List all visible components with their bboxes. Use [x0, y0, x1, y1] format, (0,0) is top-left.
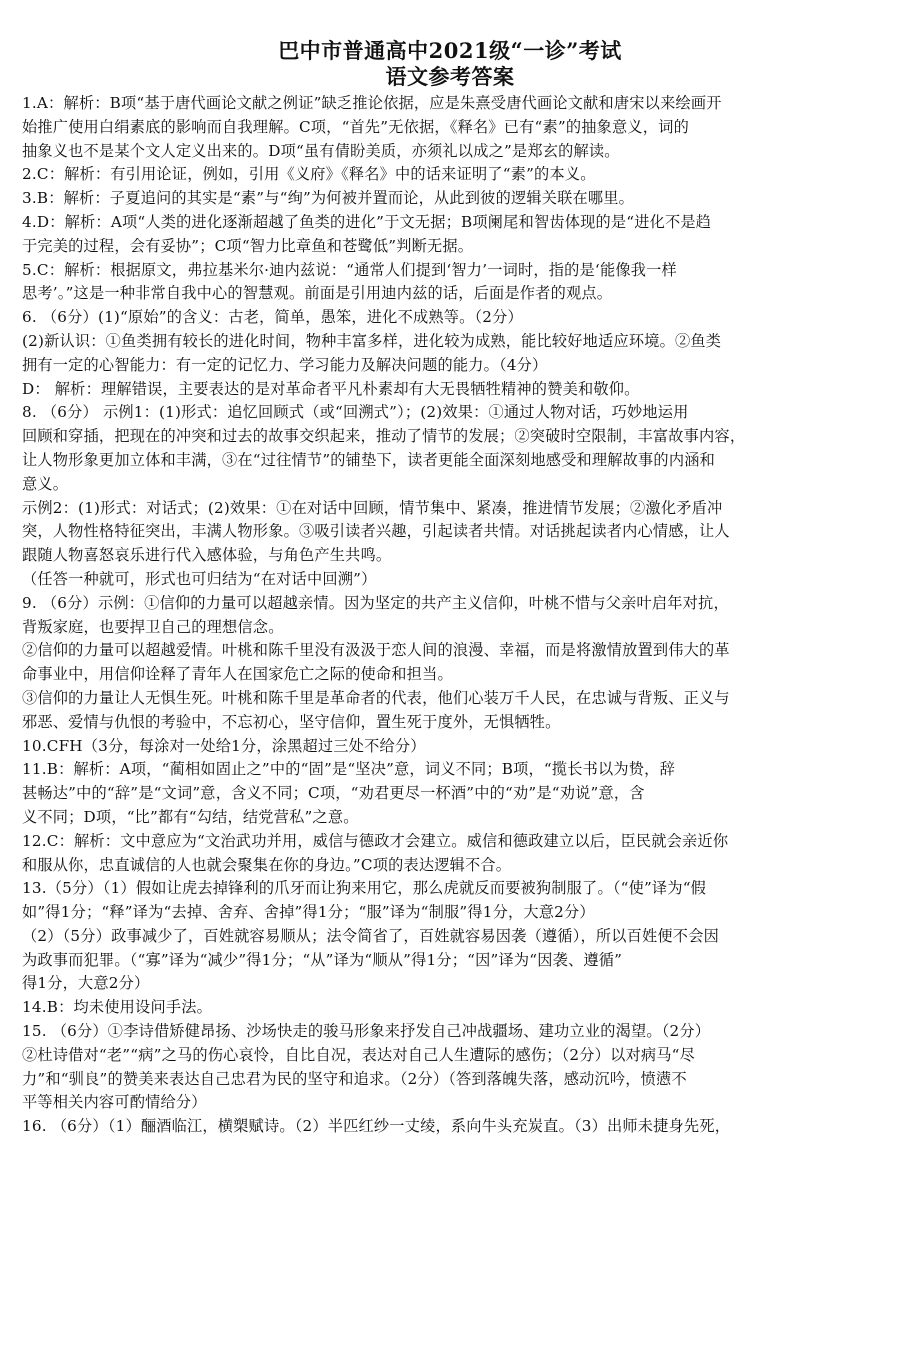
text-line: 16. （6分）（1）酾酒临江，横槊赋诗。（2）半匹红纱一丈绫，系向牛头充炭直。（3）出师未捷身先死，	[22, 1117, 731, 1136]
text-line: 9. （6分）示例：①信仰的力量可以超越亲情。因为坚定的共产主义信仰，叶桃不惜与父亲叶启年对抗，	[22, 593, 729, 612]
text-line: 抽象义也不是某个文人定义出来的。D项“虽有倩盼美质，亦须礼以成之”是郑玄的解读。	[22, 141, 620, 160]
text-line: 得1分，大意2分）	[22, 974, 150, 993]
text-line: 1.A：解析：B项“基于唐代画论文献之例证”缺乏推论依据，应是朱熹受唐代画论文献和唐宋以来绘画开	[22, 94, 722, 112]
text-line: 背叛家庭，也要捍卫自己的理想信念。	[22, 617, 284, 636]
text-line: 突，人物性格特征突出，丰满人物形象。③吸引读者兴趣，引起读者共情。对话挑起读者内心情感，让人	[22, 522, 730, 541]
text-line: 命事业中，用信仰诠释了青年人在国家危亡之际的使命和担当。	[22, 665, 453, 684]
text-line: 12.C：解析：文中意应为“文治武功并用，威信与德政才会建立。威信和德政建立以后，臣民就会亲近你	[22, 831, 729, 850]
text-line: 跟随人物喜怒哀乐进行代入感体验，与角色产生共鸣。	[22, 546, 392, 565]
text-line: 如”得1分；“释”译为“去掉、舍弃、舍掉”得1分；“服”译为“制服”得1分，大意2分）	[22, 903, 595, 922]
text-line: 义不同；D项，“比”都有“勾结，结党营私”之意。	[22, 807, 359, 826]
text-line: 5.C：解析：根据原文，弗拉基米尔·迪内兹说：“通常人们提到‘智力’一词时，指的是‘能像我一样	[22, 260, 677, 279]
text-line: 让人物形象更加立体和丰满，③在“过往情节”的铺垫下，读者更能全面深刻地感受和理解故事的内涵和	[22, 450, 715, 469]
text-line: 拥有一定的心智能力：有一定的记忆力、学习能力及解决问题的能力。（4分）	[22, 355, 548, 374]
text-line: 13.（5分）（1）假如让虎去掉锋利的爪牙而让狗来用它，那么虎就反而要被狗制服了。（“使”译为“假	[22, 879, 707, 898]
text-line: ②信仰的力量可以超越爱情。叶桃和陈千里没有汲汲于恋人间的浪漫、幸福，而是将激情放置到伟大的革	[22, 641, 730, 660]
text-line: D： 解析：理解错误，主要表达的是对革命者平凡朴素却有大无畏牺牲精神的赞美和敬仰。	[22, 379, 640, 398]
text-line: 示例2：(1)形式：对话式；(2)效果：①在对话中回顾，情节集中、紧凑，推进情节发展；②激化矛盾冲	[22, 498, 723, 517]
document-title: 巴中市普通高中2021级“一诊”考试	[278, 38, 622, 63]
text-line: （任答一种就可，形式也可归结为“在对话中回溯”）	[22, 569, 377, 588]
text-line: 思考’。”这是一种非常自我中心的智慧观。前面是引用迪内兹的话，后面是作者的观点。	[22, 284, 613, 303]
text-line: 和服从你，忠直诚信的人也就会聚集在你的身边。”C项的表达逻辑不合。	[22, 855, 512, 874]
text-line: 回顾和穿插，把现在的冲突和过去的故事交织起来，推动了情节的发展；②突破时空限制，丰富故事内容，	[22, 427, 746, 446]
text-line: 6. （6分）(1)“原始”的含义：古老，简单，愚笨，进化不成熟等。（2分）	[22, 308, 523, 327]
document-subtitle: 语文参考答案	[385, 64, 515, 89]
text-line: 力”和“驯良”的赞美来表达自己忠君为民的坚守和追求。（2分）（答到落魄失落，感动沉吟，愤懑不	[22, 1069, 687, 1088]
text-line: 为政事而犯罪。（“寡”译为“减少”得1分；“从”译为“顺从”得1分；“因”译为“因袭、遵循”	[22, 950, 623, 969]
text-line: (2)新认识：①鱼类拥有较长的进化时间，物种丰富多样，进化较为成熟，能比较好地适应环境。②鱼类	[22, 331, 722, 350]
text-line: 11.B：解析：A项，“蔺相如固止之”中的“固”是“坚决”意，词义不同；B项，“揽长书以为贽，辞	[22, 760, 675, 779]
text-line: 8. （6分） 示例1：(1)形式：追忆回顾式（或“回溯式”）；(2)效果：①通过人物对话，巧妙地运用	[22, 403, 689, 422]
text-line: ③信仰的力量让人无惧生死。叶桃和陈千里是革命者的代表，他们心装万千人民，在忠诚与背叛、正义与	[22, 688, 730, 707]
answer-body	[22, 92, 886, 1139]
text-line: 4.D：解析：A项“人类的进化逐渐超越了鱼类的进化”于文无据；B项阑尾和智齿体现的是“进化不是趋	[22, 212, 712, 231]
text-line: 意义。	[22, 474, 69, 493]
text-line: 于完美的过程，会有妥协”；C项“智力比章鱼和苍鹭低”判断无据。	[22, 236, 474, 255]
text-line: （2）（5分）政事减少了，百姓就容易顺从；法令简省了，百姓就容易因袭（遵循），所以百姓便不会因	[22, 926, 719, 945]
text-line: 15. （6分）①李诗借矫健昂扬、沙场快走的骏马形象来抒发自己冲战疆场、建功立业的渴望。（2分）	[22, 1022, 711, 1041]
text-line: 3.B：解析：子夏追问的其实是“素”与“绚”为何被并置而论，从此到彼的逻辑关联在哪里。	[22, 189, 635, 208]
text-line: 始推广使用白绢素底的影响而自我理解。C项，“首先”无依据，《释名》已有“素”的抽象意义，词的	[22, 117, 689, 136]
text-line: 甚畅达”中的“辞”是“文词”意，含义不同；C项，“劝君更尽一杯酒”中的“劝”是“劝说”意，含	[22, 784, 645, 803]
text-line: 10.CFH（3分，每涂对一处给1分，涂黑超过三处不给分）	[22, 736, 426, 755]
text-line: 2.C：解析：有引用论证，例如，引用《义府》《释名》中的话来证明了“素”的本义。	[22, 165, 596, 184]
text-line: 邪恶、爱情与仇恨的考验中，不忘初心，坚守信仰，置生死于度外，无惧牺牲。	[22, 712, 561, 731]
text-line: ②杜诗借对“老”“病”之马的伤心哀怜，自比自况，表达对自己人生遭际的感伤；（2分）以对病马“尽	[22, 1045, 695, 1064]
text-line: 14.B：均未使用设问手法。	[22, 998, 212, 1017]
text-line: 平等相关内容可酌情给分）	[22, 1093, 207, 1112]
